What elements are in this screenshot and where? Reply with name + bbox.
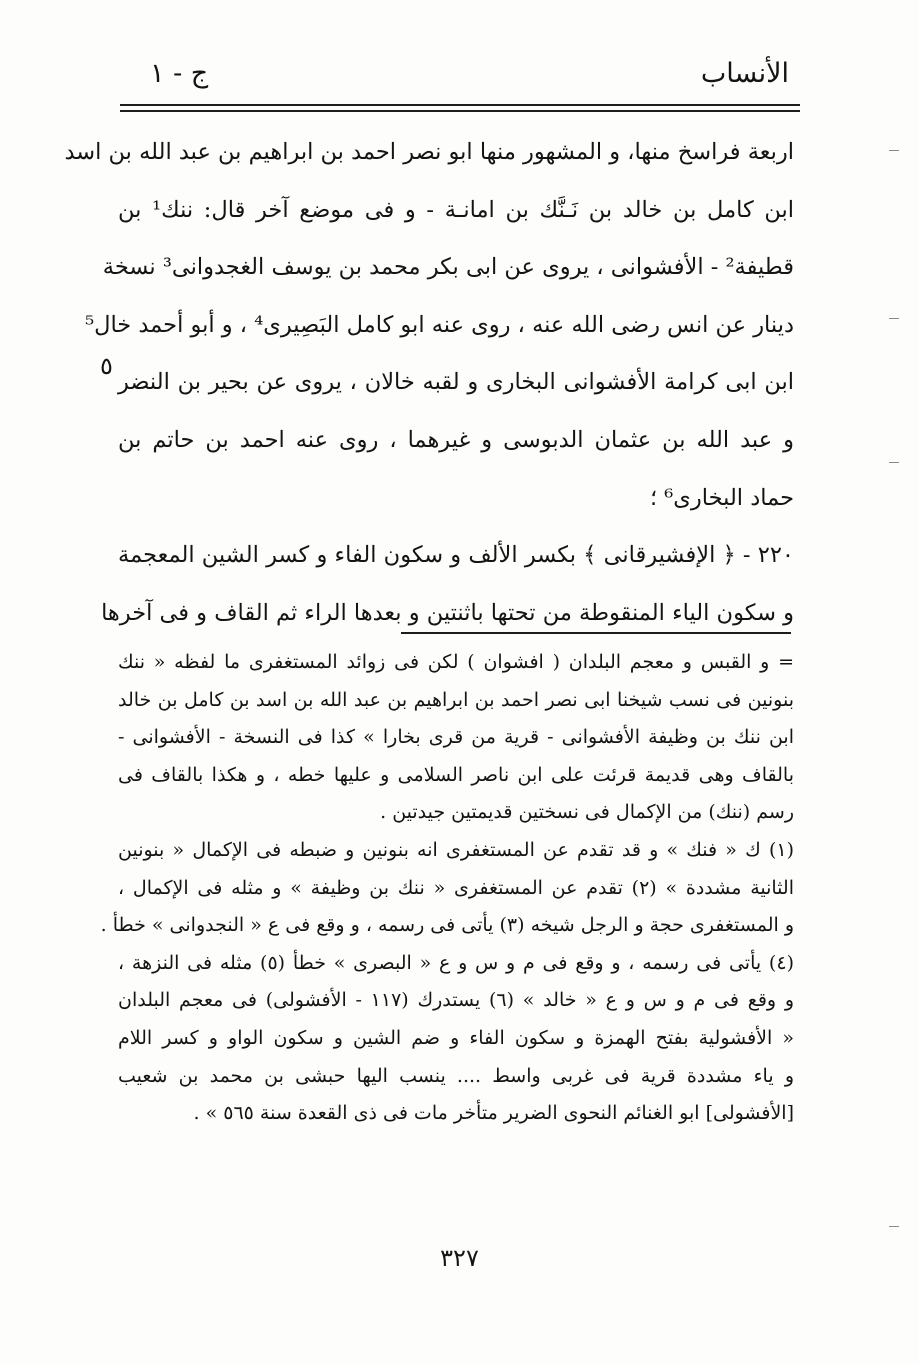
footnote-line: و المستغفرى حجة و الرجل شيخه (٣) يأتى فى رسمه ، و وقع فى ع « النجدوانى » خطأ .	[100, 914, 794, 937]
footnote-line: (٤) يأتى فى رسمه ، و وقع فى م و س و ع « البصرى » خطأ (٥) مثله فى النزهة ،	[118, 951, 794, 974]
footnotes	[100, 644, 795, 1133]
footnote-line: « الأفشولية بفتح الهمزة و سكون الفاء و ضم الشين و سكون الواو و كسر اللام	[118, 1026, 794, 1049]
footnote-line: الثانية مشددة » (٢) تقدم عن المستغفرى « ننك بن وظيفة » و مثله فى الإكمال ،	[118, 876, 794, 899]
main-text	[64, 124, 795, 642]
margin-mark	[889, 462, 899, 463]
margin-mark	[889, 150, 899, 151]
footnote-line: رسم (ننك) من الإكمال فى نسختين قديمتين جيدتين .	[380, 801, 794, 824]
margin-mark	[889, 1226, 899, 1227]
entry-heading-line: ٢٢٠ - ﴿ الإفشيرقانى ﴾ بكسر الألف و سكون الفاء و كسر الشين المعجمة	[118, 542, 794, 569]
page-number: ٣٢٧	[440, 1244, 479, 1272]
header-rule	[120, 104, 800, 106]
margin-mark	[889, 318, 899, 319]
footnote-separator	[401, 632, 791, 634]
text-line: و عبد الله بن عثمان الدبوسى و غيرهما ، روى عنه احمد بن حاتم بن	[118, 426, 794, 453]
text-line: دينار عن انس رضى الله عنه ، روى عنه ابو كامل البَصِيرى⁴ ، و أبو أحمد خال⁵	[85, 311, 794, 338]
footnote-line: [الأفشولى] ابو الغنائم النحوى الضرير متأخر مات فى ذى القعدة سنة ٥٦٥ » .	[193, 1102, 794, 1125]
text-line: ابن ابى كرامة الأفشوانى البخارى و لقبه خالان ، يروى عن بحير بن النضر	[118, 369, 794, 396]
footnote-line: و ياء مشددة قرية فى غربى واسط .... ينسب اليها حبشى بن محمد بن شعيب	[118, 1064, 794, 1087]
running-header-volume: ج - ١	[150, 58, 209, 89]
footnote-line: (١) ك « فنك » و قد تقدم عن المستغفرى انه بنونين و ضبطه فى الإكمال « بنونين	[118, 838, 794, 861]
header-rule	[120, 110, 800, 112]
footnote-line: بالقاف وهى قديمة قرئت على ابن ناصر السلامى و عليها خطه ، و هكذا بالقاف فى	[118, 763, 794, 786]
footnote-line: و وقع فى م و س و ع « خالد » (٦) يستدرك (١١٧ - الأفشولى) فى معجم البلدان	[118, 989, 795, 1012]
text-line: اربعة فراسخ منها، و المشهور منها ابو نصر احمد بن ابراهيم بن عبد الله بن اسد	[64, 139, 794, 165]
line-number-marker: ٥	[100, 352, 113, 380]
text-line: حماد البخارى⁶ ؛	[649, 484, 794, 511]
footnote-line: ابن ننك بن وظيفة الأفشوانى - قرية من قرى بخارا » كذا فى النسخة - الأفشوانى -	[118, 726, 794, 749]
footnote-line: = و القبس و معجم البلدان ( افشوان ) لكن فى زوائد المستغفرى ما لفظه « ننك	[118, 651, 794, 673]
text-line: و سكون الياء المنقوطة من تحتها باثنتين و بعدها الراء ثم القاف و فى آخرها	[101, 599, 794, 626]
text-line: قطيفة² - الأفشوانى ، يروى عن ابى بكر محمد بن يوسف الغجدوانى³ نسخة	[102, 254, 794, 281]
text-line: ابن كامل بن خالد بن نَـنَّك بن امانـة - و فى موضع آخر قال: ننك¹ بن	[118, 196, 795, 223]
running-header-title: الأنساب	[700, 58, 789, 89]
footnote-line: بنونين فى نسب شيخنا ابى نصر احمد بن ابراهيم بن عبد الله بن اسد بن كامل بن خالد	[118, 688, 794, 711]
